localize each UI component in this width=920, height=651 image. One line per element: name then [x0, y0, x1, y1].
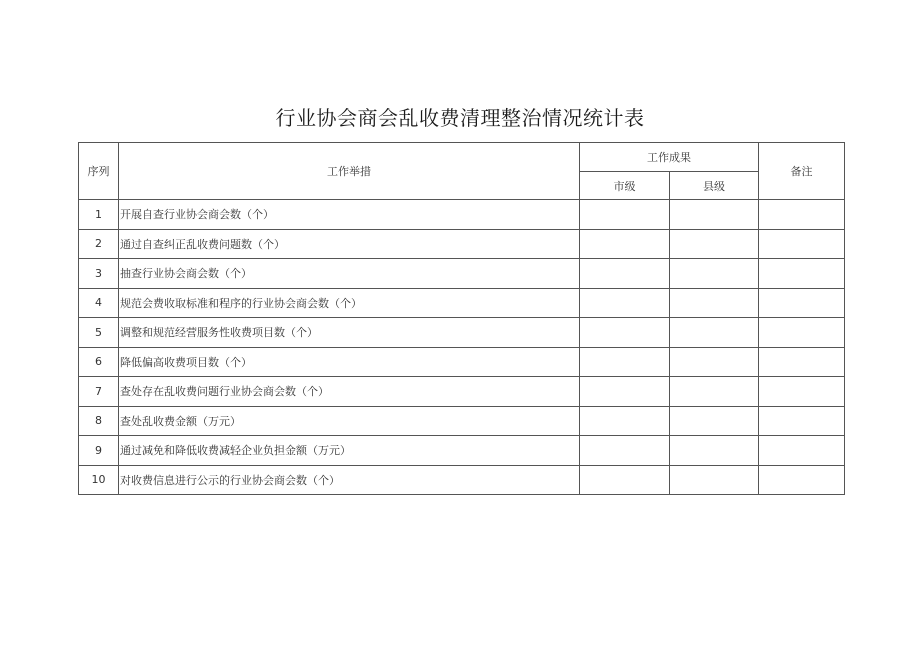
cell-note[interactable]	[759, 288, 845, 318]
cell-city[interactable]	[580, 406, 670, 436]
row-seq: 6	[79, 347, 119, 377]
row-measure: 规范会费收取标准和程序的行业协会商会数（个）	[119, 288, 580, 318]
cell-county[interactable]	[670, 406, 759, 436]
row-measure: 开展自查行业协会商会数（个）	[119, 200, 580, 230]
table-row	[79, 288, 845, 318]
header-county: 县级	[670, 172, 759, 200]
cell-city[interactable]	[580, 200, 670, 230]
statistics-table	[78, 142, 845, 495]
row-measure: 查处存在乱收费问题行业协会商会数（个）	[119, 377, 580, 407]
table-row	[79, 347, 845, 377]
row-measure: 通过自查纠正乱收费问题数（个）	[119, 229, 580, 259]
row-seq: 8	[79, 406, 119, 436]
cell-note[interactable]	[759, 406, 845, 436]
header-note: 备注	[759, 143, 845, 200]
row-measure: 对收费信息进行公示的行业协会商会数（个）	[119, 465, 580, 495]
header-measure: 工作举措	[119, 143, 580, 200]
row-seq: 7	[79, 377, 119, 407]
cell-county[interactable]	[670, 200, 759, 230]
cell-city[interactable]	[580, 436, 670, 466]
table-row	[79, 200, 845, 230]
cell-county[interactable]	[670, 436, 759, 466]
cell-county[interactable]	[670, 229, 759, 259]
row-seq: 4	[79, 288, 119, 318]
header-result: 工作成果	[580, 143, 759, 172]
cell-county[interactable]	[670, 347, 759, 377]
cell-county[interactable]	[670, 288, 759, 318]
cell-city[interactable]	[580, 347, 670, 377]
cell-city[interactable]	[580, 465, 670, 495]
row-seq: 10	[79, 465, 119, 495]
cell-note[interactable]	[759, 347, 845, 377]
cell-note[interactable]	[759, 465, 845, 495]
page-title: 行业协会商会乱收费清理整治情况统计表	[275, 106, 645, 130]
table-row	[79, 229, 845, 259]
cell-county[interactable]	[670, 465, 759, 495]
table-row	[79, 318, 845, 348]
cell-note[interactable]	[759, 318, 845, 348]
cell-note[interactable]	[759, 229, 845, 259]
cell-note[interactable]	[759, 377, 845, 407]
table-row	[79, 406, 845, 436]
cell-county[interactable]	[670, 318, 759, 348]
header-seq: 序列	[79, 143, 119, 200]
cell-note[interactable]	[759, 200, 845, 230]
cell-city[interactable]	[580, 318, 670, 348]
cell-note[interactable]	[759, 259, 845, 289]
cell-city[interactable]	[580, 377, 670, 407]
row-measure: 通过减免和降低收费减轻企业负担金额（万元）	[119, 436, 580, 466]
row-measure: 查处乱收费金额（万元）	[119, 406, 580, 436]
row-seq: 5	[79, 318, 119, 348]
cell-city[interactable]	[580, 259, 670, 289]
row-seq: 9	[79, 436, 119, 466]
header-city: 市级	[580, 172, 670, 200]
row-measure: 调整和规范经营服务性收费项目数（个）	[119, 318, 580, 348]
cell-note[interactable]	[759, 436, 845, 466]
row-seq: 3	[79, 259, 119, 289]
row-measure: 抽查行业协会商会数（个）	[119, 259, 580, 289]
table-row	[79, 465, 845, 495]
table-row	[79, 259, 845, 289]
row-seq: 1	[79, 200, 119, 230]
cell-county[interactable]	[670, 259, 759, 289]
cell-city[interactable]	[580, 288, 670, 318]
row-measure: 降低偏高收费项目数（个）	[119, 347, 580, 377]
row-seq: 2	[79, 229, 119, 259]
cell-city[interactable]	[580, 229, 670, 259]
table-row	[79, 377, 845, 407]
table-row	[79, 436, 845, 466]
cell-county[interactable]	[670, 377, 759, 407]
